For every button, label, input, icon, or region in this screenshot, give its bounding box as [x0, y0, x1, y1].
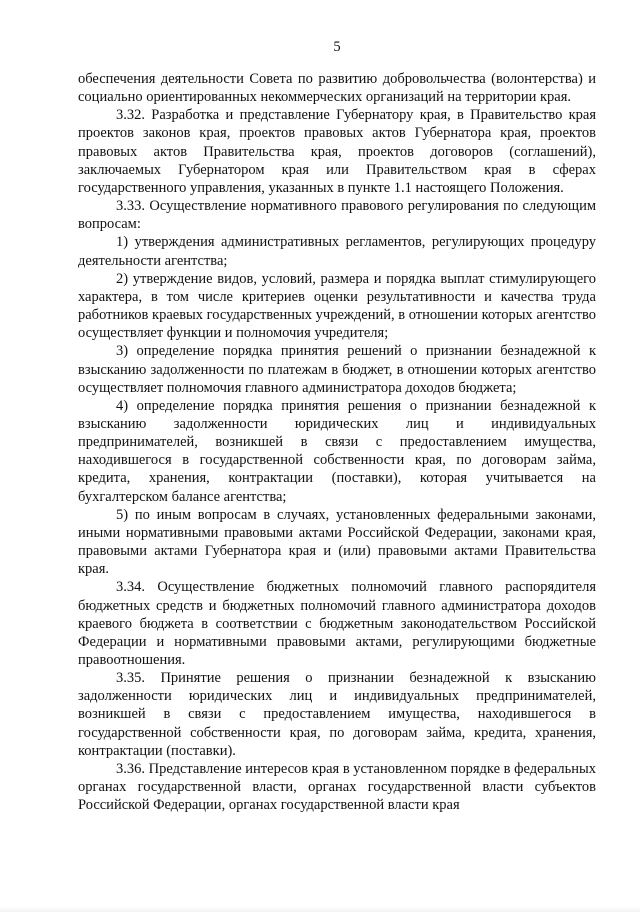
paragraph-3-34: 3.34. Осуществление бюджетных полномочий главного распорядителя бюджетных средств и бюджетных полномочий главного администратора доходов краевого бюджета в соответствии с бюджетным законодательством Российской Федерации и нормативными правовыми актами, регулирующими бюджетные правоотношения.	[78, 579, 596, 668]
paragraph-continuation: обеспечения деятельности Совета по развитию добровольчества (волонтерства) и социально ориентированных некоммерческих организаций на территории края.	[78, 71, 596, 106]
subitem-3: 3) определение порядка принятия решений о признании безнадежной к взысканию задолженности по платежам в бюджет, в отношении которых агентство осуществляет полномочия главного администратора доходов бюджета;	[78, 343, 596, 396]
subitem-1: 1) утверждения административных регламентов, регулирующих процедуру деятельности агентства;	[78, 234, 596, 269]
subitem-4: 4) определение порядка принятия решения о признании безнадежной к взысканию задолженности юридических лиц и индивидуальных предпринимателей, возникшей в связи с предоставлением имущества, находившегося в государственной собственности края, по договорам займа, кредита, хранения, контрактации (поставки), которая учитывается на бухгалтерском балансе агентства;	[78, 397, 596, 505]
subitem-5: 5) по иным вопросам в случаях, установленных федеральными законами, иными нормативными правовыми актами Российской Федерации, законами края, правовыми актами Губернатора края и (или) правовыми актами Правительства края.	[78, 506, 596, 578]
paragraph-3-36: 3.36. Представление интересов края в установленном порядке в федеральных органах государственной власти, органах государственной власти субъектов Российской Федерации, органах государственной власти края	[78, 760, 596, 814]
paragraph-3-33: 3.33. Осуществление нормативного правового регулирования по следующим вопросам:	[78, 198, 596, 233]
paragraph-3-35: 3.35. Принятие решения о признании безнадежной к взысканию задолженности юридических лиц и индивидуальных предпринимателей, возникшей в связи с предоставлением имущества, находившегося в государственной собственности края, по договорам займа, кредита, хранения, контрактации (поставки).	[78, 670, 596, 759]
document-body	[78, 70, 596, 814]
paragraph-3-32: 3.32. Разработка и представление Губернатору края, в Правительство края проектов законов края, проектов правовых актов Губернатора края, проектов правовых актов Правительства края, проектов договоров (соглашений), заключаемых Губернатором края или Правительством края в сферах государственного управления, указанных в пункте 1.1 настоящего Положения.	[78, 107, 596, 196]
subitem-2: 2) утверждение видов, условий, размера и порядка выплат стимулирующего характера, в том числе критериев оценки результативности и качества труда работников краевых государственных учреждений, в отношении которых агентство осуществляет функции и полномочия учредителя;	[78, 270, 596, 342]
page-number: 5	[333, 39, 341, 55]
scan-bottom-edge	[0, 906, 640, 912]
